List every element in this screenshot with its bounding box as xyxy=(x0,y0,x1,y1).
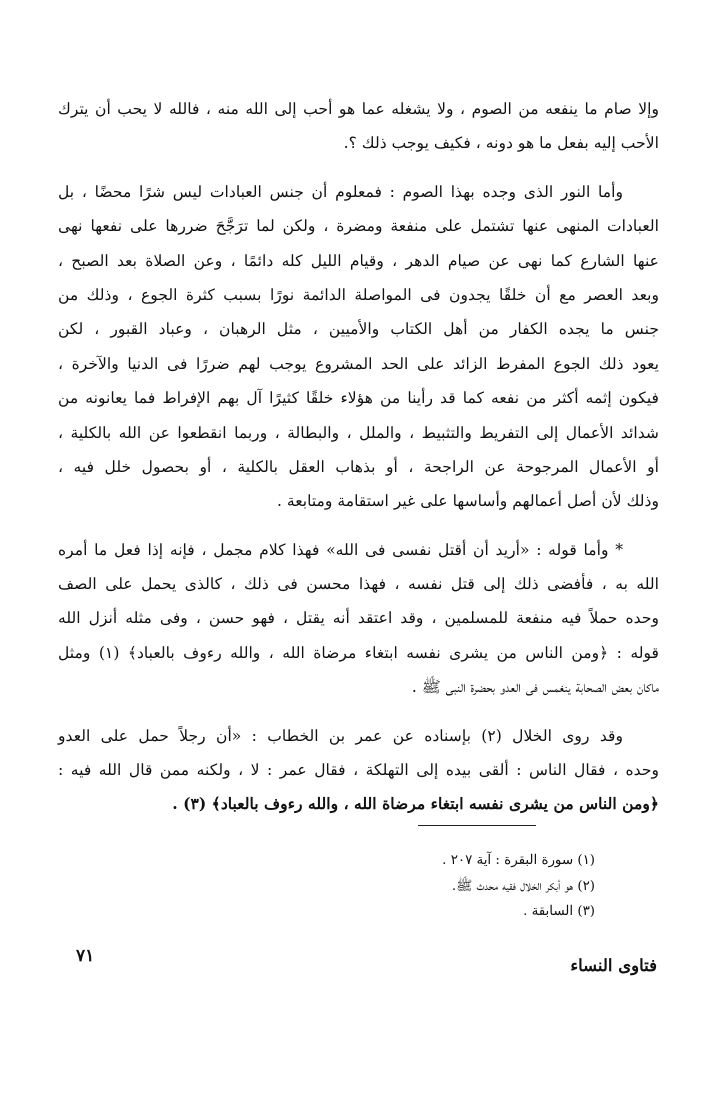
text-line: العبادات المنهى عنها تشتمل على منفعة ومضرة ، ولكن لما ترَجَّحَ ضررها على نفعها نهى xyxy=(58,217,659,236)
footnote: (٣) السابقة . xyxy=(523,904,595,919)
text-line: وبعد العصر مع أن خلقًا يجدون فى المواصلة الدائمة نورًا بسبب كثرة الجوع ، وذلك من xyxy=(58,285,659,304)
text-line: وحده حملاً فيه منفعة للمسلمين ، وقد اعتقد أنه يقتل ، فهو حسن ، وفى مثله أنزل الله xyxy=(58,609,659,628)
text-line: عنها الشارع كما نهى عن صيام الدهر ، وقيام الليل كله دائمًا ، وعن الصلاة بعد الصبح ، xyxy=(58,251,659,270)
text-line: ﴿ومن الناس من يشرى نفسه ابتغاء مرضاة الله ، والله رءوف بالعباد﴾ (٣) . xyxy=(172,794,659,814)
text-line: يعود ذلك الجوع المفرط الزائد على الحد المشروع يوجب لهم ضررًا فى الدنيا والآخرة ، xyxy=(58,354,659,373)
text-line: الله به ، فأفضى ذلك إلى قتل نفسه ، فهذا محسن فى ذلك ، كالذى يحمل على الصف xyxy=(58,575,659,594)
text-line: الأحب إليه بفعل ما هو دونه ، فكيف يوجب ذلك ؟. xyxy=(343,134,659,153)
text-line: * وأما قوله : «أريد أن أقتل نفسى فى الله» فهذا كلام مجمل ، فإنه إذا فعل ما أمره xyxy=(58,540,623,559)
footnotes xyxy=(200,848,595,925)
footnote-divider xyxy=(418,825,536,826)
text-line: وقد روى الخلال (٢) بإسناده عن عمر بن الخطاب : «أن رجلاً حمل على العدو xyxy=(58,726,623,745)
footnote: (٢) هو أبكر الخلال فقيه محدث ﷺ. xyxy=(451,878,595,894)
text-line: وإلا صام ما ينفعه من الصوم ، ولا يشغله عما هو أحب إلى الله منه ، فالله لا يحب أن يترك xyxy=(58,100,659,118)
text-line: وحده ، فقال الناس : ألقى بيده إلى التهلكة ، فقال عمر : لا ، ولكنه ممن قال الله فيه : xyxy=(58,761,659,780)
text-line: وذلك لأن أصل أعمالهم وأساسها على غير استقامة ومتابعة . xyxy=(276,492,659,511)
running-title: فتاوى النساء xyxy=(570,956,657,975)
body-text xyxy=(58,92,659,822)
text-line: وأما النور الذى وجده بهذا الصوم : فمعلوم أن جنس العبادات ليس شرًا محضًا ، بل xyxy=(58,182,623,201)
page-number: ٧١ xyxy=(76,946,95,966)
text-line: ماكان بعض الصحابة ينغمس فى العدو بحضرة النبى ﷺ . xyxy=(411,678,659,697)
footnote: (١) سورة البقرة : آية ٢٠٧ . xyxy=(442,853,595,868)
text-line: شدائد الأعمال إلى التفريط والتثبيط ، والملل ، والبطالة ، وربما انقطعوا عن الله بالكلية ، xyxy=(58,423,659,442)
text-line: فيكون إثمه أكثر من نفعه كما قد رأينا من هؤلاء خلقًا كثيرًا آل بهم الإفراط فما يعانونه من xyxy=(58,389,659,408)
text-line: جنس ما يجده الكفار من أهل الكتاب والأميين ، مثل الرهبان ، وعباد القبور ، لكن xyxy=(58,320,659,339)
text-line: أو الأعمال المرجوحة عن الراجحة ، أو بذهاب العقل بالكلية ، أو بحصول خلل فيه ، xyxy=(58,457,659,476)
text-line: قوله : ﴿ومن الناس من يشرى نفسه ابتغاء مرضاة الله ، والله رءوف بالعباد﴾ (١) ومثل xyxy=(58,643,659,662)
